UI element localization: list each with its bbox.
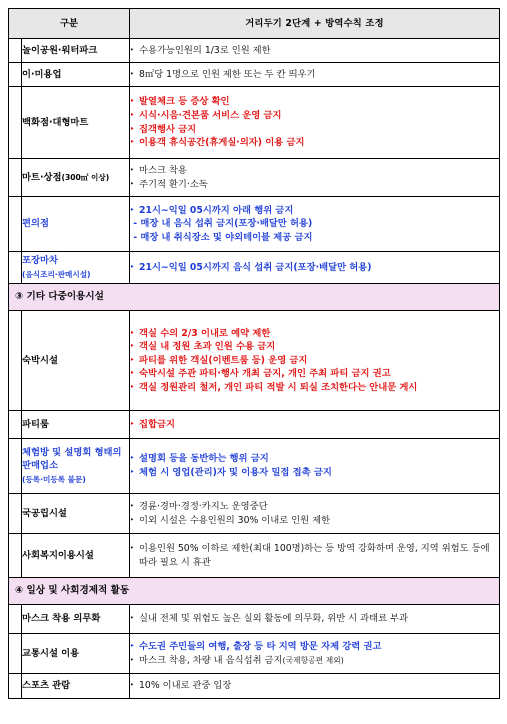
row-measures bbox=[130, 39, 500, 63]
measure-text-main: 시식·시음·견본품 서비스 운영 금지 bbox=[139, 109, 282, 121]
bullet-marker: ‣ bbox=[130, 655, 135, 664]
measure-text bbox=[139, 500, 499, 514]
measure-line bbox=[130, 354, 499, 368]
row-label-text: 파티룸 bbox=[22, 418, 49, 430]
section-row bbox=[9, 578, 500, 605]
indent-cell bbox=[9, 674, 22, 699]
measure-text-main: 수도권 주민들의 여행, 출장 등 타 지역 방문 자제 강력 권고 bbox=[139, 640, 382, 652]
bullet-marker: ‣ bbox=[130, 124, 135, 133]
bullet-marker: ‣ bbox=[130, 138, 135, 147]
bullet-marker: ‣ bbox=[130, 369, 135, 378]
measure-line bbox=[130, 217, 499, 231]
table-row bbox=[9, 494, 500, 534]
row-label-text: 마스크 착용 의무화 bbox=[22, 613, 101, 625]
indent-cell bbox=[9, 605, 22, 634]
measure-line bbox=[130, 367, 499, 381]
measure-line bbox=[130, 654, 499, 668]
row-measures bbox=[130, 534, 500, 578]
measure-text bbox=[139, 654, 499, 668]
measure-line bbox=[130, 514, 499, 528]
measure-text-main: - 매장 내 음식 섭취 금지(포장·배달만 허용) bbox=[130, 218, 313, 230]
indent-cell bbox=[9, 87, 22, 159]
measure-line bbox=[130, 381, 499, 395]
indent-cell bbox=[9, 494, 22, 534]
row-label-text: 국공립시설 bbox=[22, 507, 67, 519]
row-label-text: 교통시설 이용 bbox=[22, 647, 80, 659]
row-measures bbox=[130, 311, 500, 411]
measure-line bbox=[130, 123, 499, 137]
row-label bbox=[22, 634, 130, 674]
row-label bbox=[22, 159, 130, 197]
regulation-table bbox=[8, 8, 500, 699]
measure-line bbox=[130, 204, 499, 218]
measure-text bbox=[139, 109, 499, 123]
measure-text-main: 마스크 착용, 차량 내 음식섭취 금지 bbox=[139, 654, 283, 666]
measure-text bbox=[139, 466, 499, 480]
measure-line bbox=[130, 68, 499, 82]
row-label bbox=[22, 534, 130, 578]
bullet-marker: ‣ bbox=[130, 681, 135, 690]
bullet-marker: ‣ bbox=[130, 501, 135, 510]
indent-cell bbox=[9, 439, 22, 494]
measure-text bbox=[139, 136, 499, 150]
header-measures: 거리두기 2단계 + 방역수칙 조정 bbox=[130, 9, 500, 39]
table-row bbox=[9, 311, 500, 411]
section-4-rows bbox=[9, 605, 500, 699]
indent-cell bbox=[9, 411, 22, 439]
measure-text-main: 객실 내 정원 초과 인원 수용 금지 bbox=[139, 341, 276, 353]
measure-text bbox=[139, 340, 499, 354]
row-label bbox=[22, 39, 130, 63]
table-row bbox=[9, 605, 500, 634]
measure-line bbox=[130, 136, 499, 150]
measure-text-main: 설명회 등을 동반하는 행위 금지 bbox=[139, 453, 269, 465]
bullet-marker: ‣ bbox=[130, 342, 135, 351]
measure-line bbox=[130, 231, 499, 245]
measure-text-main: 집합금지 bbox=[139, 418, 175, 430]
measure-text-main: 객실 정원관리 철저, 개인 파티 적발 시 퇴실 조치한다는 안내문 게시 bbox=[139, 381, 418, 393]
bullet-marker: ‣ bbox=[130, 419, 135, 428]
table-row bbox=[9, 411, 500, 439]
section-2-rows bbox=[9, 39, 500, 284]
bullet-marker: ‣ bbox=[130, 641, 135, 650]
measure-line bbox=[130, 164, 499, 178]
measure-text-main: 파티를 위한 객실(이벤트룸 등) 운영 금지 bbox=[139, 354, 308, 366]
measure-text bbox=[139, 164, 499, 178]
bullet-marker: ‣ bbox=[130, 69, 135, 78]
measure-text bbox=[139, 123, 499, 137]
measure-text bbox=[139, 44, 499, 58]
measure-text bbox=[139, 95, 499, 109]
row-measures bbox=[130, 252, 500, 284]
measure-text-main: 숙박시설 주관 파티·행사 개최 금지, 개인 주최 파티 금지 권고 bbox=[139, 368, 391, 380]
measure-line bbox=[130, 500, 499, 514]
measure-text bbox=[139, 612, 499, 626]
row-measures bbox=[130, 674, 500, 699]
row-label-text: 사회복지이용시설 bbox=[22, 549, 94, 561]
indent-cell bbox=[9, 63, 22, 87]
row-label-note: (음식조리·판매시설) bbox=[22, 269, 91, 279]
indent-cell bbox=[9, 311, 22, 411]
section-4-title: ④ 일상 및 사회경제적 활동 bbox=[9, 578, 500, 605]
table-row bbox=[9, 63, 500, 87]
measure-line bbox=[130, 679, 499, 693]
measure-text bbox=[139, 452, 499, 466]
measure-text bbox=[130, 217, 499, 231]
row-label-text: 이·미용업 bbox=[22, 68, 62, 80]
measure-line bbox=[130, 178, 499, 192]
measure-text bbox=[139, 367, 499, 381]
measure-line bbox=[130, 340, 499, 354]
row-measures bbox=[130, 605, 500, 634]
bullet-marker: ‣ bbox=[130, 110, 135, 119]
table-row bbox=[9, 674, 500, 699]
row-measures bbox=[130, 439, 500, 494]
row-label bbox=[22, 494, 130, 534]
row-measures bbox=[130, 634, 500, 674]
row-label-text: 편의점 bbox=[22, 218, 49, 230]
row-label bbox=[22, 311, 130, 411]
measure-line bbox=[130, 418, 499, 432]
bullet-marker: ‣ bbox=[130, 328, 135, 337]
indent-cell bbox=[9, 252, 22, 284]
row-label bbox=[22, 197, 130, 252]
header-category: 구분 bbox=[9, 9, 130, 39]
row-label-text: 마트·상점 bbox=[22, 171, 62, 183]
row-measures bbox=[130, 159, 500, 197]
measure-text bbox=[139, 261, 499, 275]
measure-text bbox=[139, 640, 499, 654]
row-label bbox=[22, 63, 130, 87]
bullet-marker: ‣ bbox=[130, 262, 135, 271]
bullet-marker: ‣ bbox=[130, 543, 135, 552]
bullet-marker: ‣ bbox=[130, 454, 135, 463]
row-measures bbox=[130, 87, 500, 159]
row-label bbox=[22, 439, 130, 494]
measure-text-main: 8㎡당 1명으로 인원 제한 또는 두 칸 띄우기 bbox=[139, 68, 316, 80]
row-measures bbox=[130, 197, 500, 252]
row-label bbox=[22, 252, 130, 284]
bullet-marker: ‣ bbox=[130, 97, 135, 106]
indent-cell bbox=[9, 159, 22, 197]
bullet-marker: ‣ bbox=[130, 515, 135, 524]
table-row bbox=[9, 439, 500, 494]
row-label-note: (등록·미등록 불문) bbox=[22, 474, 86, 484]
bullet-marker: ‣ bbox=[130, 179, 135, 188]
row-label-note: (300㎡ 이상) bbox=[61, 172, 110, 182]
table-header-row bbox=[9, 9, 500, 39]
measure-line bbox=[130, 466, 499, 480]
measure-line bbox=[130, 612, 499, 626]
measure-text-main: 마스크 착용 bbox=[139, 164, 187, 176]
bullet-marker: ‣ bbox=[130, 45, 135, 54]
row-label-text: 백화점·대형마트 bbox=[22, 116, 89, 128]
measure-line bbox=[130, 44, 499, 58]
indent-cell bbox=[9, 634, 22, 674]
measure-text bbox=[139, 418, 499, 432]
row-label-text: 체험방 및 설명회 형태의 판매업소 bbox=[22, 446, 122, 472]
row-label bbox=[22, 87, 130, 159]
indent-cell bbox=[9, 197, 22, 252]
measure-line bbox=[130, 261, 499, 275]
measure-text-main: 10% 이내로 관중 입장 bbox=[139, 680, 232, 692]
table-row bbox=[9, 534, 500, 578]
measure-text-main: 집객행사 금지 bbox=[139, 123, 197, 135]
measure-line bbox=[130, 327, 499, 341]
measure-text-main: - 매장 내 취식장소 및 야외테이블 제공 금지 bbox=[130, 231, 313, 243]
measure-text-main: 이용인원 50% 이하로 제한(최대 100명)하는 등 방역 강화하며 운영, 지역 위험도 등에 따라 필요 시 휴관 bbox=[139, 542, 490, 568]
measure-text bbox=[139, 68, 499, 82]
measure-text bbox=[139, 381, 499, 395]
row-label bbox=[22, 605, 130, 634]
bullet-marker: ‣ bbox=[130, 382, 135, 391]
table-row bbox=[9, 197, 500, 252]
row-measures bbox=[130, 494, 500, 534]
measure-text bbox=[139, 679, 499, 693]
measure-text-main: 객실 수의 2/3 이내로 예약 제한 bbox=[139, 327, 271, 339]
row-label-text: 놀이공원·워터파크 bbox=[22, 44, 98, 56]
measure-text-main: 경륜·경마·경정·카지노 운영중단 bbox=[139, 500, 268, 512]
row-label bbox=[22, 411, 130, 439]
measure-text-main: 21시~익일 05시까지 아래 행위 금지 bbox=[139, 204, 294, 216]
bullet-marker: ‣ bbox=[130, 614, 135, 623]
measure-text bbox=[139, 327, 499, 341]
section-row bbox=[9, 284, 500, 311]
row-label-text: 스포츠 관람 bbox=[22, 680, 71, 692]
row-label bbox=[22, 674, 130, 699]
bullet-marker: ‣ bbox=[130, 205, 135, 214]
table-row bbox=[9, 87, 500, 159]
table-row bbox=[9, 634, 500, 674]
measure-text-main: 체험 시 영업(관리)자 및 이용자 밀접 접촉 금지 bbox=[139, 467, 332, 478]
indent-cell bbox=[9, 39, 22, 63]
measure-text-main: 수용가능인원의 1/3로 인원 제한 bbox=[139, 44, 271, 56]
section-3-rows bbox=[9, 311, 500, 578]
measure-text bbox=[139, 354, 499, 368]
row-measures bbox=[130, 63, 500, 87]
table-row bbox=[9, 39, 500, 63]
measure-text bbox=[139, 514, 499, 528]
bullet-marker: ‣ bbox=[130, 355, 135, 364]
bullet-marker: ‣ bbox=[130, 468, 135, 476]
row-measures bbox=[130, 411, 500, 439]
measure-text-main: 발열체크 등 증상 확인 bbox=[139, 96, 230, 108]
measure-text bbox=[139, 178, 499, 192]
measure-line bbox=[130, 452, 499, 466]
measure-line bbox=[130, 95, 499, 109]
measure-text bbox=[130, 231, 499, 245]
measure-line bbox=[130, 109, 499, 123]
measure-text-main: 실내 전체 및 위험도 높은 실외 활동에 의무화, 위반 시 과태료 부과 bbox=[139, 613, 408, 625]
measure-line bbox=[130, 542, 499, 569]
measure-note: (국제항공편 제외) bbox=[282, 655, 344, 665]
measure-text-main: 21시~익일 05시까지 음식 섭취 금지(포장·배달만 허용) bbox=[139, 261, 372, 273]
row-label-text: 숙박시설 bbox=[22, 354, 58, 366]
table-row bbox=[9, 252, 500, 284]
measure-text-main: 이외 시설은 수용인원의 30% 이내로 인원 제한 bbox=[139, 514, 331, 526]
section-3-title: ③ 기타 다중이용시설 bbox=[9, 284, 500, 311]
bullet-marker: ‣ bbox=[130, 165, 135, 174]
measure-text bbox=[139, 204, 499, 218]
indent-cell bbox=[9, 534, 22, 578]
measure-text-main: 주기적 환기·소독 bbox=[139, 178, 208, 190]
row-label-text: 포장마차 bbox=[22, 254, 58, 266]
measure-text-main: 이용객 휴식공간(휴게실·의자) 이용 금지 bbox=[139, 137, 305, 149]
measure-line bbox=[130, 640, 499, 654]
measure-text bbox=[139, 542, 499, 569]
table-row bbox=[9, 159, 500, 197]
